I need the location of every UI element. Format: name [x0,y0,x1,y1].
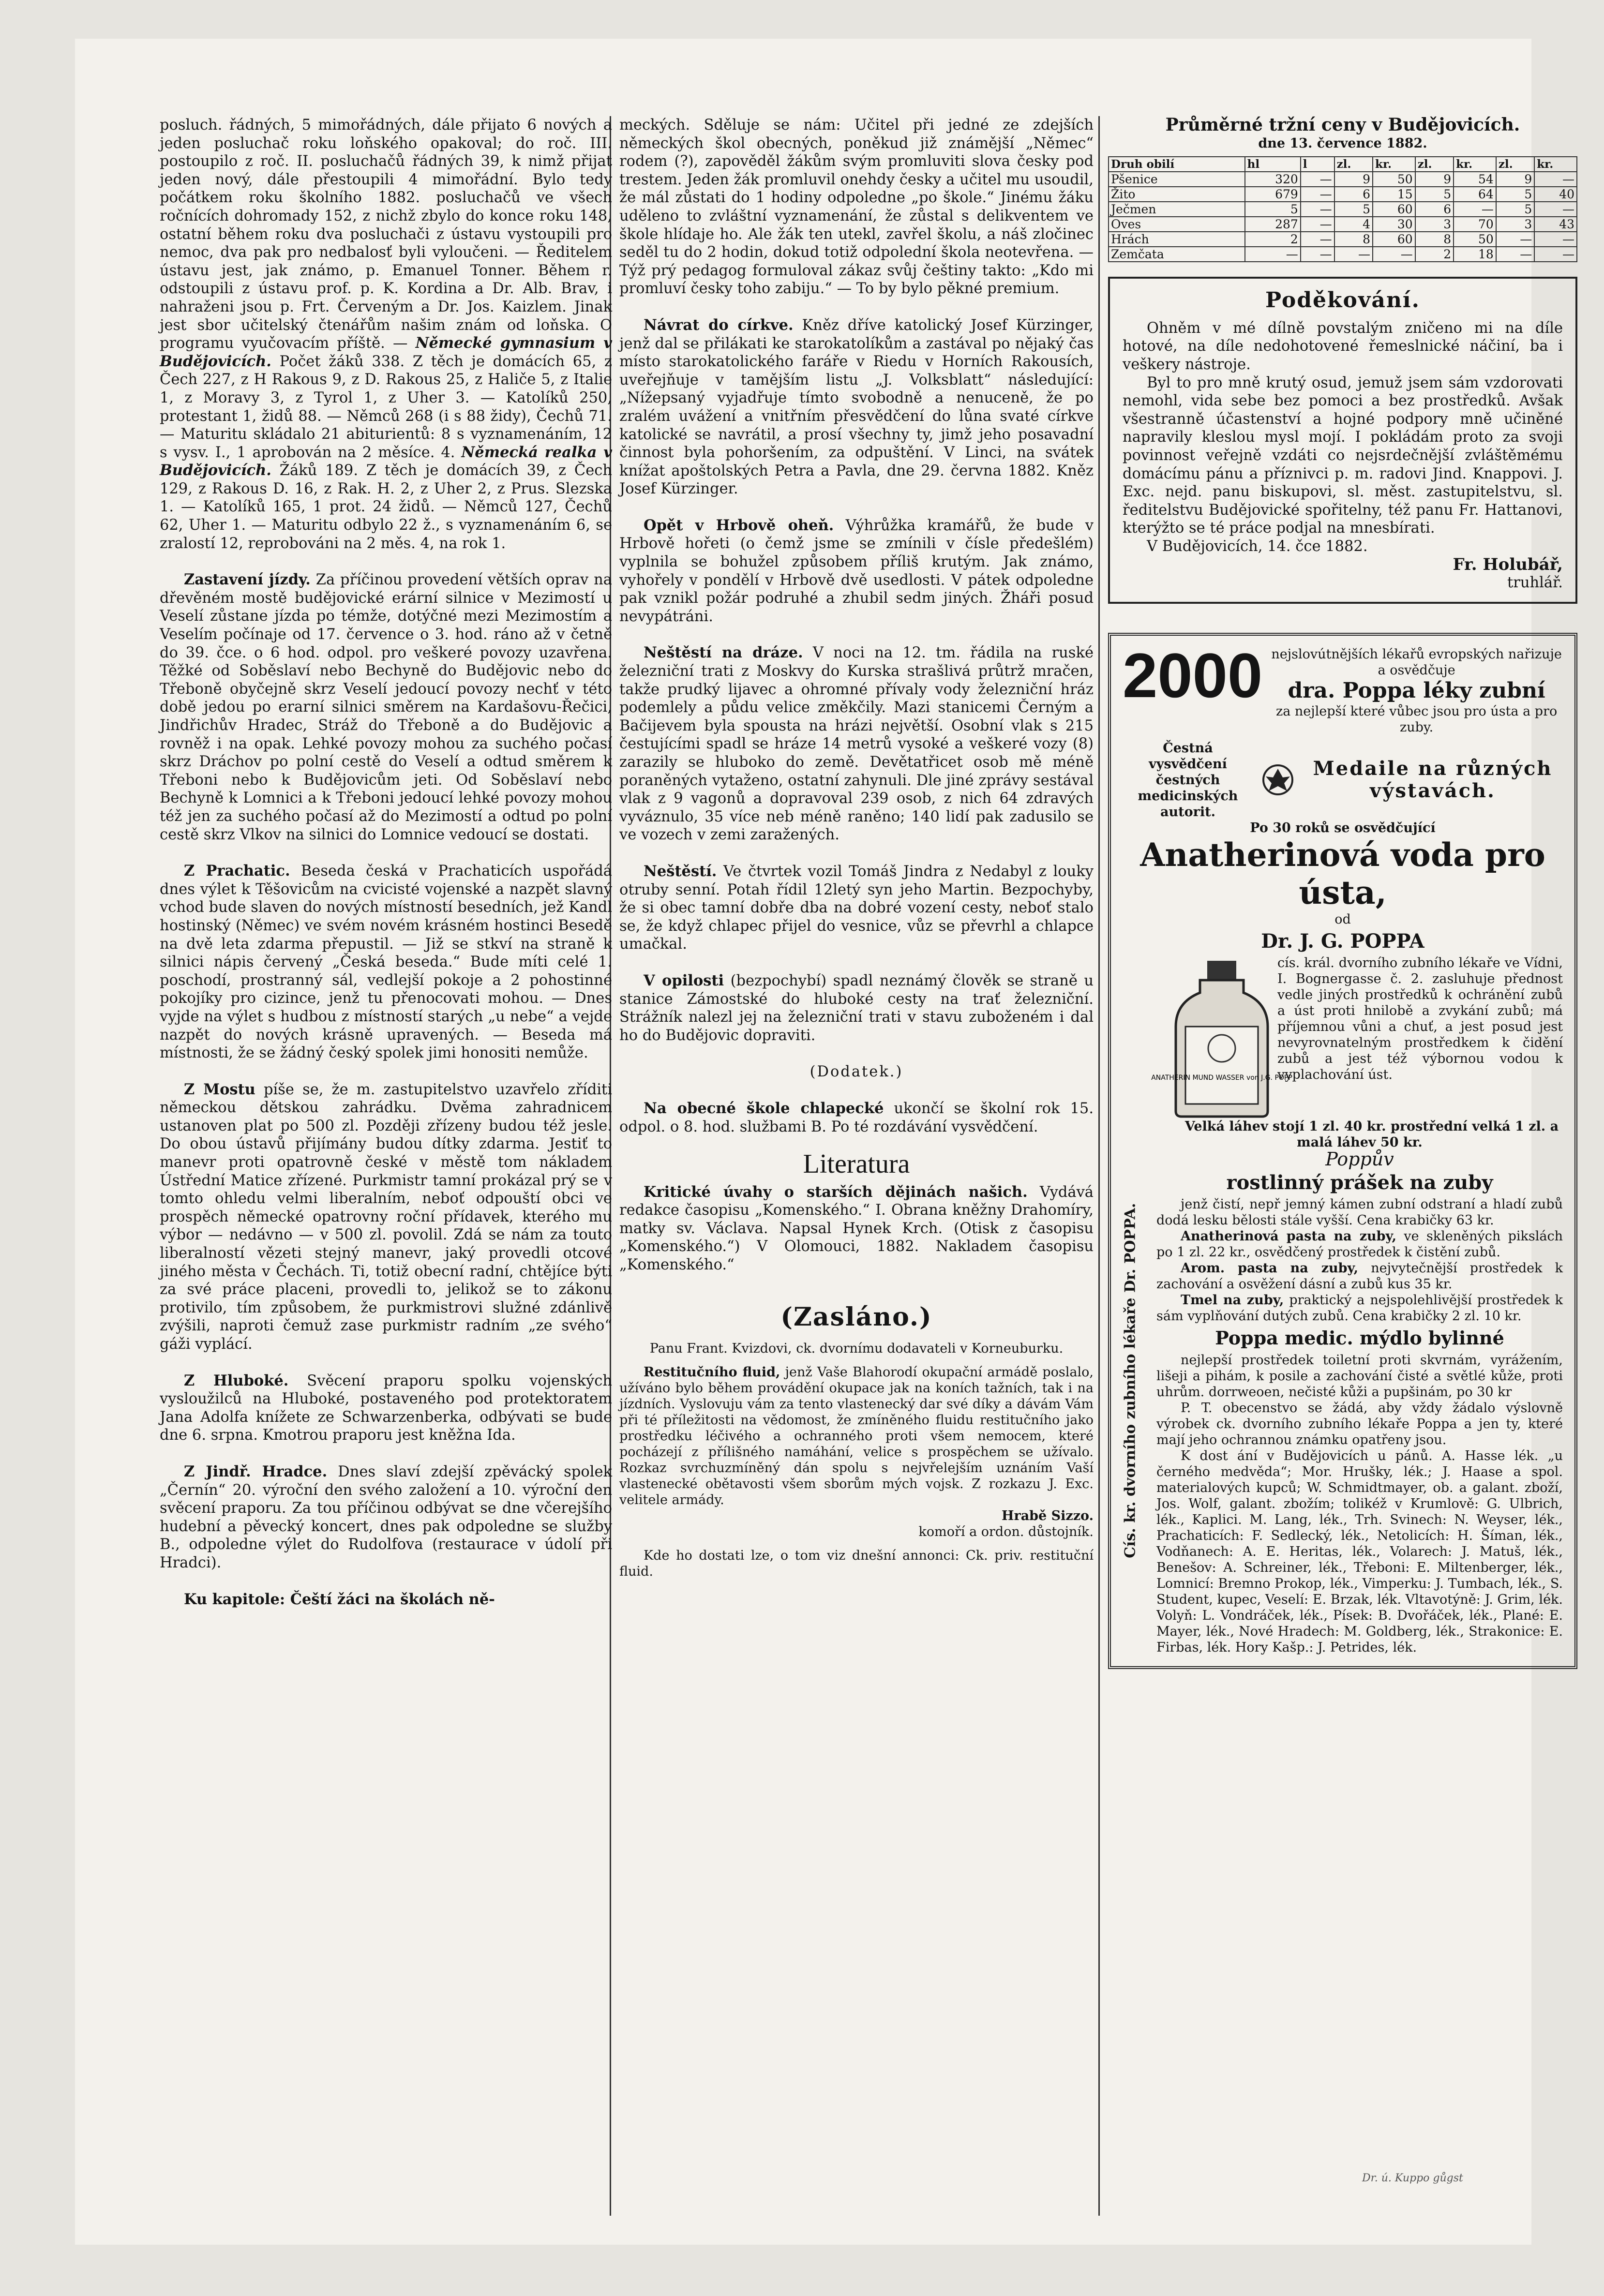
column-3 [1108,116,1577,1669]
price-commodity: Oves [1109,217,1245,232]
price-cell: — [1534,202,1577,217]
price-cell: 8 [1334,232,1373,247]
price-cell: — [1245,247,1301,262]
price-cell: — [1301,187,1334,202]
ad-popp-script: Poppův [1325,1148,1394,1170]
price-row [1109,187,1577,202]
ad-osvedcujici: Po 30 roků se osvědčující [1250,820,1436,835]
price-commodity: Ječmen [1109,202,1245,217]
article-kriticke-uvahy: Kritické úvahy o starších dějinách našich. Vydává redakce časopisu „Komenského.“ I. Obrana kněžny Drahomíry, matky sv. Václava. Napsal Hynek Krch. (Otisk z časopisu „Komenského.“) V Olomouci, 1882. Nakladem časopisu „Komenského.“ [619,1183,1094,1274]
price-cell: 9 [1334,172,1373,187]
podekovani-title: Poděkování. [1265,288,1420,313]
podekovani-p1: Ohněm v mé dílně povstalým zničeno mi na díle hotové, na díle nedohotovené řemeslnické náčiní, ba i veškery nástroje. [1123,319,1563,373]
price-cell: 70 [1454,217,1496,232]
ad-doctor: Dr. J. G. POPPA [1261,929,1424,953]
price-col-header: kr. [1454,157,1496,172]
eagle-emblem-icon [1261,763,1295,797]
price-cell: 3 [1496,217,1534,232]
price-cell: 5 [1415,187,1454,202]
price-cell: 2 [1415,247,1454,262]
podekovani-signature: Fr. Holubář, [1453,554,1563,574]
article-continuation: posluch. řádných, 5 mimořádných, dále přijato 6 nových a jeden posluchač roku loňského opakoval; do roč. III. postoupilo z roč. II. posluchačů řádných 39, k nimž přijat jeden nový, dále přestoupili 4 mimořádní. Bylo tedy počátkem roku školního 1882. posluchačů ve všech ročnících dohromady 152, z nichž zbylo do konce roku 148, ostatní během roku dva posluchači z ústavu vystoupili pro nemoc, dva pak pro nedbalosť byli vyloučeni. — Ředitelem ústavu jest, jak známo, p. Emanuel Tonner. Během r. odstoupili z ústavu prof. p. K. Kordina a Dr. Alb. Brav, i nahraženi jsou p. Frt. Červeným a Dr. Jos. Kaizlem. Jinak jest sbor učitelský čtenářům našim znám od loňska. O programu vyučovacím příště. — Německé gymnasium v Budějovicích. Počet žáků 338. Z těch je domácích 65, z Čech 227, z H Rakous 9, z D. Rakous 25, z Haliče 5, z Italie 1, z Moravy 3, z Tyrol 1, z Uher 3. — Katolíků 250, protestant 1, židů 88. — Němců 268 (i s 88 židy), Čechů 71. — Maturitu skládalo 21 abiturientů: 8 s vyznamenáním, 12 s vysv. I., 1 aprobován na 2 měsíce. 4. Německá realka v Budějovicích. Žáků 189. Z těch je domácích 39, z Čech 129, z Rakous D. 16, z Rak. H. 2, z Uher 2, z Prus. Slezska 1. — Katolíků 165, 1 prot. 24 židů. — Němců 127, Čechů 62, Uher 1. — Maturitu odbylo 22 ž., s vyznamenáním 6, se zralostí 12, reprobováni na 2 měs. 4, na rok 1. [160,117,612,552]
price-commodity: Pšenice [1109,172,1245,187]
price-cell: 9 [1496,172,1534,187]
price-cell: 5 [1245,202,1301,217]
price-cell: — [1454,202,1496,217]
price-table-header [1109,157,1577,172]
ad-desc8: K dost ání v Budějovicích u pánů. A. Hasse lék. „u černého medvěda“; Mor. Hrušky, lék.; J. Haase a spol. materialových kupců; W. Schmidtmayer, ob. a galant. zboží, Jos. Wolf, galant. zbožím; tolikéž v Krumlově: G. Ulbrich, lék., Kaplici. M. Lang, lék., Trh. Svinech: N. Weyser, lék., Prachaticích: F. Sedlecký, lék., Netolicích: H. Šíman, lék., Vodňanech: A. E. Heritas, lék., Volarech: J. Matuš, lék., Benešov: A. Schreiner, lék., Třeboni: E. Miltenberger, lék., Lomnicí: Bremno Prokop, lék., Vimperku: J. Tumbach, lék., S. Student, kupec, Veselí: E. Brzak, lék. Vltavotýně: J. Grim, lék. Volyň: L. Vondráček, lék., Písek: B. Dvořáček, lék., Plané: E. Mayer, lék., Nové Hradech: M. Goldberg, lék., Strakonice: E. Firbas, lék. Hory Kašp.: J. Petrides, lék. [1156,1448,1563,1655]
article-z-hluboke: Z Hluboké. Svěcení praporu spolku vojenských vysloužilců na Hluboké, postaveného pod protektoratem Jana Adolfa knížete ze Schwarzenberka, odbývati se bude dne 6. srpna. Kmotrou praporu jest kněžna Ida. [160,1372,612,1444]
ad-h2: rostlinný prášek na zuby [1226,1171,1493,1194]
zaslano-signature: Hrabě Sizzo. [1001,1508,1094,1524]
price-cell: 5 [1496,187,1534,202]
price-row [1109,247,1577,262]
price-commodity: Žito [1109,187,1245,202]
article-zastaveni-jizdy: Zastavení jízdy. Za příčinou provedení větších oprav na dřevěném mostě budějovické erární silnice v Mezimostí u Veselí zůstane jízda po témže, dotýčné mezi Mezimostím a Veselím počínaje od 17. července o 3. hod. ráno až v četně do 39. čce. o 6 hod. odpol. pro veškeré povozy uzavřena. Těžké od Soběslaví nebo Bechyně do Budějovic nebo do Třeboně obyčejně skrz Veselí jedoucí povozy nechť v této době jedou po erarní silnici směrem na Kardašovu-Řečici, Jindřichův Hradec, Stráž do Třeboně a do Budějovic a rovněž i na opak. Lehké povozy mohou za suchého počasí skrz Dráchov po polní cestě do Veselí a odtud směrem k Třeboni nebo k Budějovicům jeti. Od Soběslaví nebo Bechyně k Lomnici a k Třeboni jedoucí lehké povozy mohou též jen za suchého počasí až do Mezimostí a odtud po polní cestě skrz Vlkov na silnici do Lomnice vedoucí se dostati. [160,571,612,843]
ad-od: od [1334,911,1351,927]
article-ku-kapitole: Ku kapitole: Čeští žáci na školách ně- [184,1590,495,1608]
article-continuation: meckých. Sděluje se nám: Učitel při jedné ze zdejších německých škol obecných, poněkud již známější „Němec“ rodem (?), zapověděl žákům svým promluviti slova česky pod trestem. Jeden žák promluvil onehdy česky a učitel mu usoudil, že mál zůstati do 1 hodiny odpoledne „po škole.“ Jinému žáku uděleno to zvláštní vyznamenání, že zůstal s delikventem ve škole hlídaje ho. Ale žák ten utekl, zavřel školu, a náš zločinec seděl tu do 2 hodin, dokud totiž odpolední škola neotevřena. — Týž prý pedagog formuloval zákaz svůj češtiny takto: „Kdo mi promluví česky toho zabiju.“ — To by bylo pěkné premium. [619,117,1094,298]
price-cell: 30 [1373,217,1415,232]
column-1 [160,116,612,1609]
price-cell: — [1301,217,1334,232]
ad-desc3: Anatherinová pasta na zuby, ve skleněných pikslách po 1 zl. 22 kr., osvědčený prostředek k čistění zubů. [1156,1229,1563,1260]
article-hrbov-ohen: Opět v Hrbově oheň. Výhrůžka kramářů, že bude v Hrbově hořeti (o čemž jsme se zmínili v čísle předešlém) vyplnila se bohužel způsobem příliš krutým. Jak známo, vyhořely v pondělí v Hrbově dvě usedlosti. V pátek odpoledne pak vznikl požár podruhé a zhubil sedm jiných. Žháři posud nevypátráni. [619,516,1094,625]
price-cell: — [1373,247,1415,262]
price-cell: — [1301,247,1334,262]
price-col-header: Druh obilí [1109,157,1245,172]
article-nestesti: Neštěstí. Ve čtvrtek vozil Tomáš Jindra z Nedabyl z louky otruby senní. Potah řídil 12letý syn jeho Martin. Bezpochyby, že si obec tamní dobře dba na dobré vození cesty, neboť stalo se, že když chlapec přijel do vesnice, vůz se převrhl a chlapce umačkal. [619,862,1094,953]
price-col-header: kr. [1534,157,1577,172]
ad-h6: Poppa medic. mýdlo bylinné [1215,1327,1504,1349]
podekovani-date: V Budějovicích, 14. čce 1882. [1147,537,1368,555]
price-cell: — [1534,172,1577,187]
price-cell: 5 [1496,202,1534,217]
prices-date: dne 13. července 1882. [1258,135,1427,151]
price-cell: 50 [1454,232,1496,247]
price-col-header: zl. [1334,157,1373,172]
price-cell: — [1334,247,1373,262]
dodatek-heading: (Dodatek.) [809,1063,903,1081]
zaslano-note: Kde ho dostati lze, o tom viz dnešní annonci: Ck. priv. restituční fluid. [619,1548,1094,1580]
podekovani-p2: Byl to pro mně krutý osud, jemuž jsem sám vzdorovati nemohl, vida sebe bez pomoci a bez prostředků. Avšak všestranně účastenství a hojné podpory mně učiněné napravily kleslou mysl mojí. I pokládám proto za svoji povinnost veřejně vzdáti co nejsrdečnější zvláštěmému domácímu pánu a příznivci p. m. radovi Jind. Knappovi. J. Exc. nejd. panu biskupovi, sl. měst. zastupitelstvu, sl. ředitelstvu Budějovické spořitelny, též panu Fr. Hattanovi, kterýžto se té práce podjal na mnesbírati. [1123,374,1563,537]
price-cell: 40 [1534,187,1577,202]
price-cell: — [1301,232,1334,247]
ad-intro2: za nejlepší které vůbec jsou pro ústa a pro zuby. [1275,703,1558,735]
ad-cert: Čestná vysvědčení čestných medicinských autorit. [1138,740,1238,820]
ad-price1: Velká láhev stojí 1 zl. 40 kr. prostřední velká 1 zl. a malá láhev 50 kr. [1184,1119,1559,1150]
ad-desc5: Tmel na zuby, praktický a nejspolehlivější prostředek k sám vyplňování dutých zubů. Cena krabičky 2 zl. 10 kr. [1156,1293,1563,1324]
article-z-jindr-hradce: Z Jindř. Hradce. Dnes slaví zdejší zpěvácký spolek „Černín“ 20. výroční den svého založení a 10. výroční den svěcení praporu. Za tou příčinou odbývat se dne včerejšího hudební a pěvecký koncert, dnes pak odpoledne se služby B., odpoledne výlet do Rudolfova (restaurace v údolí při Hradci). [160,1462,612,1571]
price-commodity: Hrách [1109,232,1245,247]
zaslano-heading: (Zasláno.) [780,1302,932,1332]
podekovani-box [1108,277,1577,604]
bottle-icon [1151,959,1292,1118]
price-cell: 43 [1534,217,1577,232]
ad-dr-name: dra. Poppa léky zubní [1288,678,1545,703]
ad-desc7: P. T. obecenstvo se žádá, aby vždy žádalo výslovně výrobek ck. dvorního zubního lékaře Poppa a jen ty, které mají jeho ochrannou známku opatřeny jsou. [1156,1401,1563,1448]
ad-desc2: jenž čistí, nepř jemný kámen zubní odstraní a hladí zubů dodá lesku bělosti stále vyšší. Cena krabičky 63 kr. [1156,1197,1563,1228]
price-cell: 60 [1373,202,1415,217]
price-cell: — [1534,232,1577,247]
article-z-prachatic: Z Prachatic. Beseda česká v Prachaticích uspořádá dnes výlet k Těšovicům na cvicisté vojenské a nazpět slavný vchod bude slaven do nových místností besedních, jež Kandl hostinský (Němec) ve svém novém krásném hostinci Besedě na dvě leta zdarma přepustil. — Již se stkví na straně k silnici nápis červený „Česká beseda.“ Bude míti celé 1. poschodí, prostranný sál, vedlejší pokoje a 2 pohostinné pokojíky pro cizince, jenž tu přenocovati mohou. — Dnes vyjde na výlet s hudbou z místností starých „u nebe“ a vejde nazpět do nových krásně upravených. — Beseda má místnosti, že se žádný český spolek jimi honositi nemůže. [160,862,612,1062]
price-col-header: zl. [1496,157,1534,172]
literatura-heading: Literatura [803,1149,910,1179]
price-col-header: l [1301,157,1334,172]
ad-intro1: nejslovútnějších lékařů evropských nařizuje a osvědčuje [1271,646,1562,678]
price-col-header: kr. [1373,157,1415,172]
article-navrat-do-cirkve: Návrat do církve. Kněz dříve katolický Josef Kürzinger, jenž dal se přilákati ke starokatolíkům a zastával po nějaký čas místo starokatolického faráře v Riedu v Horních Rakousích, uveřejňuje v tamějším listu „J. Volksblatt“ následující: „Nížepsaný vyjadřuje tímto svobodně a nenuceně, že po zralém uvážení a vnitřním přesvědčení do lůna svaté církve katolické se navrátil, a prosí všechny ty, jimž jeho posavadní činnost byla pohoršením, za odpuštění. V Linci, na svátek knížat apoštolských Petra a Pavla, dne 29. června 1882. Kněz Josef Kürzinger. [619,316,1094,498]
price-cell: 8 [1415,232,1454,247]
price-col-header: zl. [1415,157,1454,172]
column-rule [1098,116,1100,2216]
price-row [1109,217,1577,232]
price-cell: 60 [1373,232,1415,247]
article-obecna-skola: Na obecné škole chlapecké ukončí se školní rok 15. odpol. o 8. hod. službami B. Po té rozdávání vysvědčení. [619,1099,1094,1135]
zaslano-text: Restitučního fluid, jenž Vaše Blahorodí okupační armádě poslalo, užíváno bylo během provádění okupace jak na koních tažních, tak i na jízdních. Vyslovuju vám za tento vlastenecký dar své díky a dávám Vám při té příležitosti na vědomost, že zmíněného fluidu restitučního jako prostředku léčivého a ochranného proti všem nemocem, které pocházejí z přílišného namáhání, velice s prospěchem se užívalo. Rozkaz svrchuzmíněný dán spolu s nejvřelejším uznáním Vaší vlastenecké obětavosti všem sborům mých vojsk. Z rozkazu J. Exc. velitele armády. [619,1365,1094,1508]
price-cell: 18 [1454,247,1496,262]
price-cell: — [1496,247,1534,262]
price-row [1109,202,1577,217]
price-cell: 3 [1415,217,1454,232]
zaslano-signature-title: komoří a ordon. důstojník. [918,1524,1094,1540]
ad-vertical-label: Cís. kr. dvorního zubního lékaře Dr. POPPA. [1122,1203,1139,1558]
price-cell: 6 [1334,187,1373,202]
ad-2000: 2000 [1123,640,1263,711]
ad-medaile: Medaile na různých výstavách. [1313,757,1553,803]
price-cell: 15 [1373,187,1415,202]
article-z-mostu: Z Mostu píše se, že m. zastupitelstvo uzavřelo zříditi německou dětskou zahrádku. Dvěma zahradnicem ustanoven plat po 500 zl. Později zřízeny budou též jesle. Do obou ústavů přijímány budou dítky zdarma. Jestiť to manevr proti opatrovně české v městě tom nákladem Ústřední Matice zřízené. Purkmistr tamní prokázal prý se v tomto ohledu velmi liberalním, neboť odpouští obci ve prospěch německé opatrovny roční přídavek, kterého mu výbor — nedávno — v 500 zl. povolil. Zdá se nám za touto liberalností vězeti stejný manevr, jaký provedli otcové jiného města v Čechách. Ti, totiž obecní radní, chtějíce býti za své práce placeni, provedli to, jelikož se to zákonu protivilo, tím způsobem, že purkmistrovi služné zdánlivě zvýšili, naproti čemuž zase purkmistr radním „ze svého“ gáži vyplácí. [160,1080,612,1353]
price-cell: 287 [1245,217,1301,232]
price-cell: — [1534,247,1577,262]
ad-title: Anatherinová voda pro ústa, [1140,835,1545,911]
newspaper-page [75,39,1574,2245]
price-cell: — [1496,232,1534,247]
price-col-header: hl [1245,157,1301,172]
price-cell: 320 [1245,172,1301,187]
ad-desc6: nejlepší prostředek toiletní proti skvrnám, vyrážením, lišeji a pihám, k posile a zachování čisté a světlé kůže, proti uhrům. dorrweoen, nečisté kůži a pupšinám, po 30 kr [1156,1353,1563,1400]
article-nestesti-na-draze: Neštěstí na dráze. V noci na 12. tm. řádila na ruské železniční trati z Moskvy do Kurska strašlivá průtrž mračen, takže prudký lijavec a ohromné přívaly vody železniční hráz podemlely a půdu velice změkčily. Mazi stanicemi Černým a Bačijevem byla spousta na hrázi největší. Osobní vlak s 215 čestujícími spadl se hráze 14 metrů vysoké a veškeré vozy (8) zarazily se hluboko do země. Devětatřicet osob mě méně poraněných vytaženo, ostatní zahynuli. Dle jiné zprávy sestával vlak z 9 vagonů a dopravoval 239 osob, z nich 64 zdravých vyváznulo, 35 více neb méně raněno; 140 lidí pak zadusilo se ve vozech v zemi zaražených. [619,644,1094,844]
price-row [1109,172,1577,187]
price-cell: 6 [1415,202,1454,217]
price-cell: 4 [1334,217,1373,232]
price-cell: 9 [1415,172,1454,187]
bottle-label: ANATHERIN MUND WASSER von J.G. POPP [1151,1074,1292,1082]
article-v-opilosti: V opilosti (bezpochybí) spadl neznámý člověk se straně u stanice Zámostské do hluboké cesty na trať železniční. Strážník nalezl jej na železniční trati v stavu zuboženém i dal ho do Budějovic dopraviti. [619,971,1094,1044]
column-2 [619,116,1094,1580]
ad-desc4: Arom. pasta na zuby, nejvytečnější prostředek k zachování a osvěžení dásní a zubů kus 35 kr. [1156,1261,1563,1292]
price-cell: — [1301,172,1334,187]
price-cell: 54 [1454,172,1496,187]
popp-advertisement [1108,633,1577,1669]
price-cell: 5 [1334,202,1373,217]
podekovani-signature-title: truhlář. [1507,574,1563,592]
price-cell: 2 [1245,232,1301,247]
prices-title: Průměrné tržní ceny v Budějovicích. [1165,115,1520,135]
price-commodity: Zemčata [1109,247,1245,262]
footnote: Dr. ú. Kuppo gůgst [1362,2172,1463,2184]
price-cell: 64 [1454,187,1496,202]
price-cell: 50 [1373,172,1415,187]
price-row [1109,232,1577,247]
price-table [1108,156,1577,262]
ad-desc1: cís. král. dvorního zubního lékaře ve Vídni, I. Bognergasse č. 2. zasluhuje přednost vedle jiných prostředků k ochránění zubů a úst proti hnilobě a zvykání zubů; má příjemnou vůni a chuť, a jest posud jest nevyrovnatelným prostředkem k čidění zubů a jest též výbornou vodou k vyplachování úst. [1277,955,1563,1083]
zaslano-address: Panu Frant. Kvizdovi, ck. dvornímu dodavateli v Korneuburku. [649,1341,1064,1357]
price-cell: — [1301,202,1334,217]
price-cell: 679 [1245,187,1301,202]
